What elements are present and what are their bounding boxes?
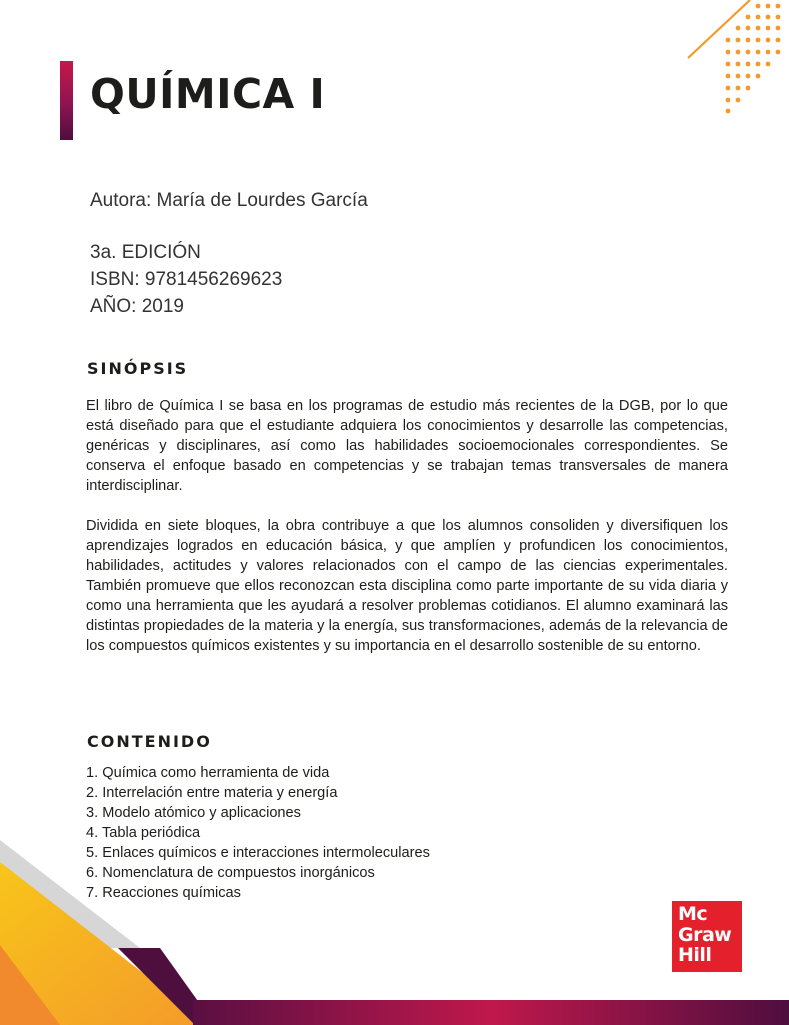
isbn-line: ISBN: 9781456269623 xyxy=(90,269,283,290)
logo-line: Graw xyxy=(678,923,732,946)
title-accent-bar xyxy=(60,61,73,140)
contents-item: 1. Química como herramienta de vida xyxy=(86,765,330,781)
mcgraw-hill-logo xyxy=(672,901,742,972)
contents-item: 3. Modelo atómico y aplicaciones xyxy=(86,805,301,821)
dot-pattern-decoration xyxy=(680,0,789,115)
logo-line: Hill xyxy=(678,944,712,966)
edition-line: 3a. EDICIÓN xyxy=(90,242,201,263)
logo-line: Mc xyxy=(678,903,708,925)
synopsis-heading: SINÓPSIS xyxy=(87,359,189,378)
contents-heading: CONTENIDO xyxy=(87,732,212,751)
contents-item: 5. Enlaces químicos e interacciones intermoleculares xyxy=(86,845,430,861)
bottom-corner-decoration xyxy=(0,840,789,1025)
contents-item: 2. Interrelación entre materia y energía xyxy=(86,785,338,801)
contents-item: 7. Reacciones químicas xyxy=(86,885,241,901)
contents-item: 6. Nomenclatura de compuestos inorgánicos xyxy=(86,865,375,881)
synopsis-paragraph: Dividida en siete bloques, la obra contribuye a que los alumnos consoliden y diversifiquen los aprendizajes logrados en educación básica, y que amplíen y profundicen los conocimientos, habilidades, actitudes y valores relacionados con el campo de las ciencias experimentales. También promueve que ellos reconozcan esta disciplina como parte importante de su vida diaria y como una herramienta que les ayudará a resolver problemas cotidianos. El alumno examinará las distintas propiedades de la materia y la energía, sus transformaciones, además de la relevancia de los compuestos químicos existentes y su importancia en el desarrollo sostenible de su entorno. xyxy=(86,518,728,654)
contents-item: 4. Tabla periódica xyxy=(86,825,201,841)
book-title: QUÍMICA I xyxy=(90,70,326,118)
author-line: Autora: María de Lourdes García xyxy=(90,190,368,211)
synopsis-paragraph: El libro de Química I se basa en los programas de estudio más recientes de la DGB, por lo que está diseñado para que el estudiante adquiera los conocimientos y desarrolle las competencias, genéricas y disciplinares, así como las habilidades socioemocionales correspondientes. Se conserva el enfoque basado en competencias y se trabajan temas transversales de manera interdisciplinar. xyxy=(86,398,728,494)
year-line: AÑO: 2019 xyxy=(90,296,184,317)
